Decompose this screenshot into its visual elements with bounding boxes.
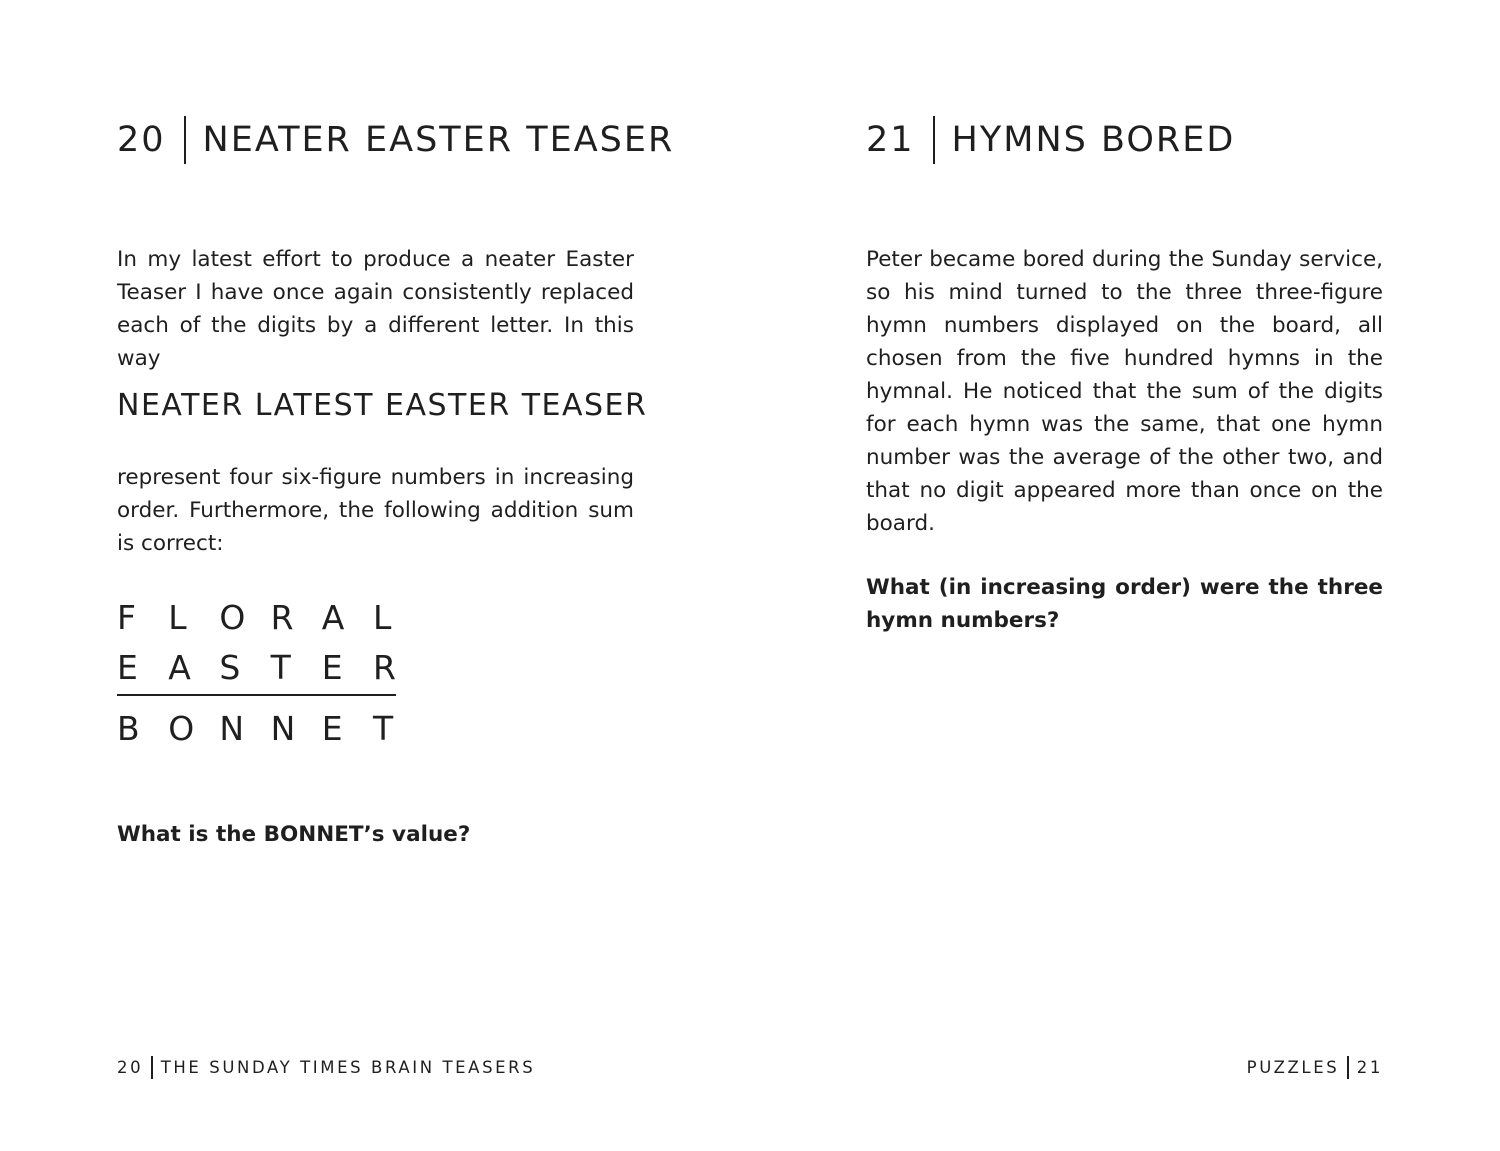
puzzle-question: What is the BONNET’s value? <box>117 822 471 847</box>
sum-letter: L <box>168 598 187 637</box>
sum-letter: R <box>270 598 294 637</box>
section-name: PUZZLES <box>1246 1058 1340 1077</box>
sum-rule <box>117 694 396 696</box>
puzzle-intro: In my latest effort to produce a neater Easter Teaser I have once again consistently replaced each of the digits by a different letter. In this way <box>117 247 634 371</box>
puzzle-heading-20 <box>117 116 674 164</box>
right-page <box>866 0 1383 1151</box>
sum-row-floral <box>117 598 397 638</box>
heading-divider <box>933 116 935 164</box>
sum-row-bonnet <box>117 709 397 749</box>
footer-right <box>1247 1056 1383 1079</box>
puzzle-body: Peter became bored during the Sunday service, so his mind turned to the three three-figure hymn numbers displayed on the board, all chosen from the five hundred hymns in the hymnal. He noticed that the sum of the digits for each hymn was the same, that one hymn number was the average of the other two, and that no digit appeared more than once on the board. <box>866 247 1383 536</box>
sum-letter: E <box>321 648 343 687</box>
sum-row-easter <box>117 648 397 688</box>
puzzle-title: HYMNS BORED <box>951 120 1236 160</box>
sum-letter: O <box>168 709 195 748</box>
sum-letter: T <box>372 709 394 748</box>
puzzle-number: 20 <box>117 120 166 160</box>
heading-divider <box>184 116 186 164</box>
puzzle-question: What (in increasing order) were the three hymn numbers? <box>866 575 1383 633</box>
sum-letter: T <box>270 648 291 687</box>
left-page <box>117 0 675 1151</box>
footer-left <box>117 1056 535 1079</box>
sum-letter: F <box>117 598 136 637</box>
sum-letter: N <box>219 709 245 748</box>
sum-letter: R <box>372 648 396 687</box>
sum-letter: S <box>219 648 241 687</box>
sum-letter: A <box>168 648 191 687</box>
sum-letter: O <box>219 598 246 637</box>
puzzle-body: represent four six-figure numbers in increasing order. Furthermore, the following addition sum is correct: <box>117 465 634 556</box>
puzzle-heading-21 <box>866 116 1235 164</box>
sum-letter: N <box>270 709 296 748</box>
puzzle-number: 21 <box>866 120 915 160</box>
puzzle-title: NEATER EASTER TEASER <box>202 120 675 160</box>
page-number-left: 20 <box>117 1058 144 1077</box>
sum-letter: L <box>372 598 392 637</box>
page-number-right: 21 <box>1356 1058 1383 1077</box>
sum-letter: E <box>321 709 343 748</box>
sum-letter: B <box>117 709 140 748</box>
footer-divider <box>151 1056 153 1079</box>
sum-letter: E <box>117 648 138 687</box>
book-title: THE SUNDAY TIMES BRAIN TEASERS <box>160 1058 536 1077</box>
footer-divider <box>1347 1056 1349 1079</box>
puzzle-phrase: NEATER LATEST EASTER TEASER <box>117 388 648 423</box>
sum-letter: A <box>321 598 345 637</box>
